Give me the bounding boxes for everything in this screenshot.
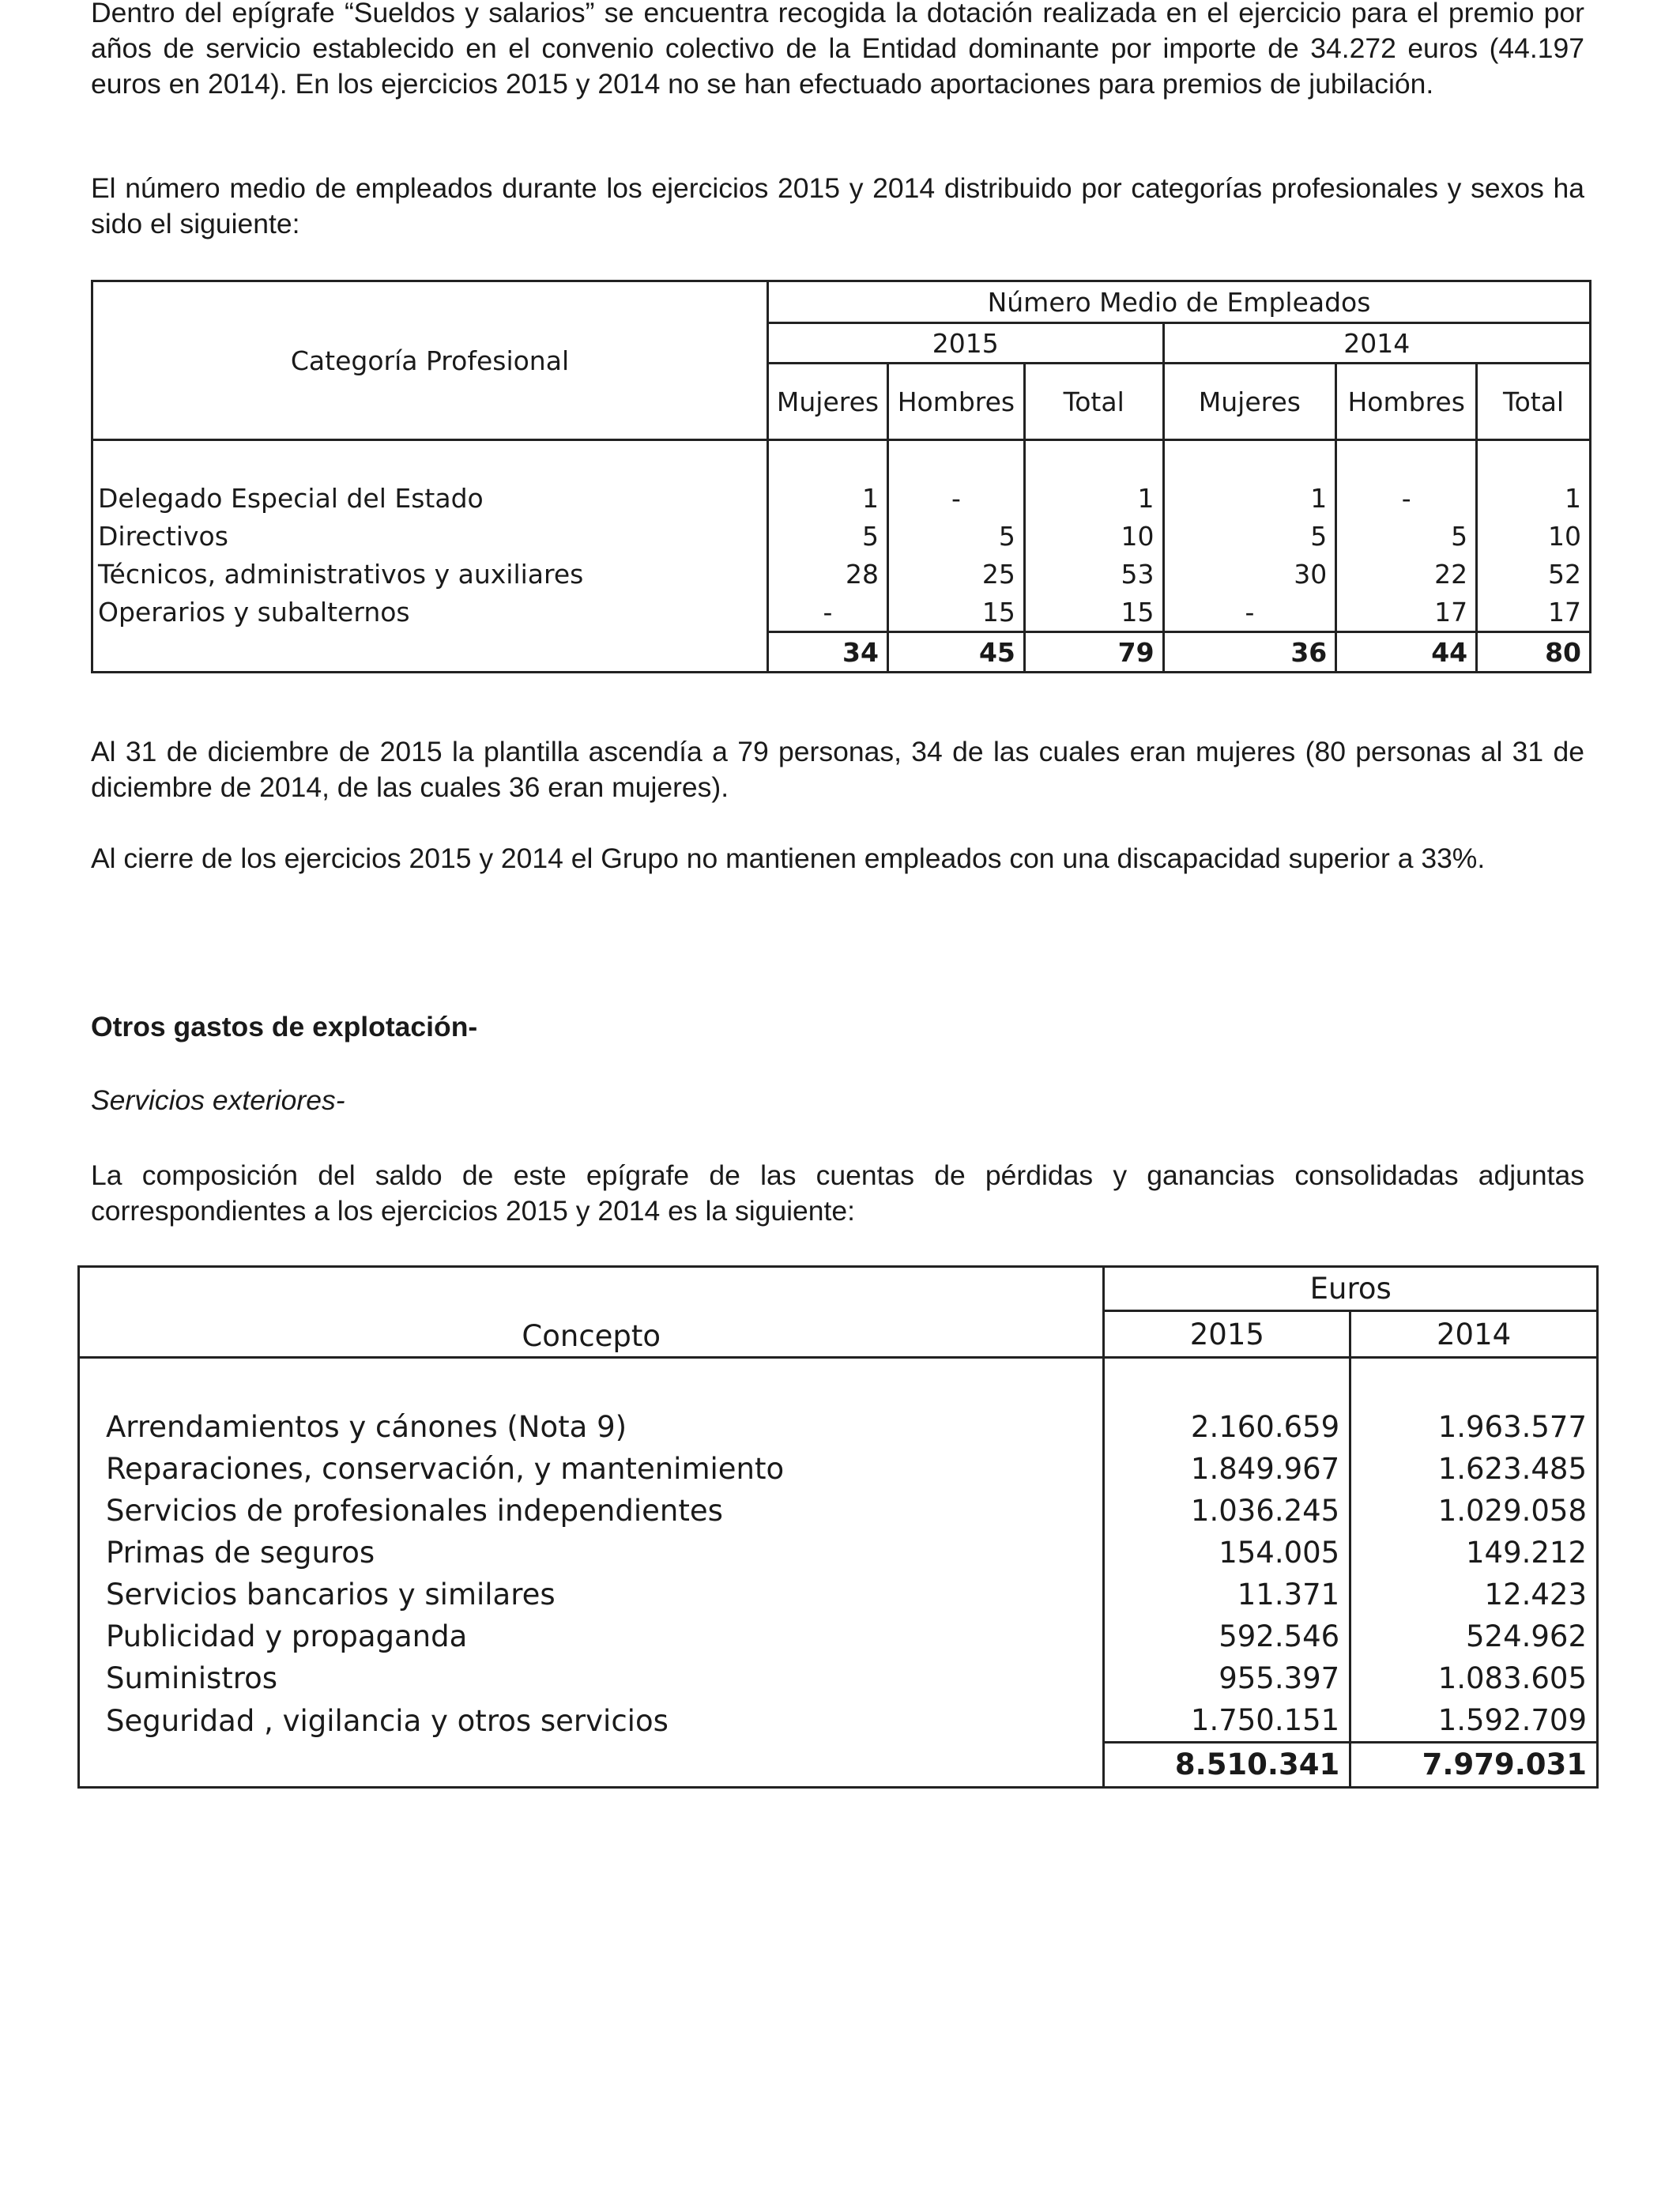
expenses-table — [77, 1265, 1599, 1789]
section-heading: Otros gastos de explotación- — [91, 1011, 478, 1042]
row-label: Suministros — [79, 1657, 1104, 1699]
cell-value: 28 — [768, 555, 888, 593]
cell-value: 12.423 — [1350, 1574, 1598, 1615]
table-row — [79, 1657, 1598, 1699]
row-label: Publicidad y propaganda — [79, 1615, 1104, 1657]
paragraph-composicion: La composición del saldo de este epígrafe de las cuentas de pérdidas y ganancias consolidadas adjuntas correspondientes a los ejercicios 2015 y 2014 es la siguiente: — [91, 1159, 1584, 1227]
row-label: Técnicos, administrativos y auxiliares — [92, 555, 768, 593]
total-value: 8.510.341 — [1104, 1743, 1350, 1788]
cell-value: 1.083.605 — [1350, 1657, 1598, 1699]
cell-value: 10 — [1477, 517, 1591, 555]
category-header: Categoría Profesional — [92, 281, 768, 440]
cell-value: 1.036.245 — [1104, 1490, 1350, 1532]
total-value: 36 — [1163, 632, 1336, 673]
year-header-2014: 2014 — [1163, 323, 1590, 364]
cell-value: 10 — [1024, 517, 1163, 555]
paragraph-discapacidad: Al cierre de los ejercicios 2015 y 2014 el Grupo no mantienen empleados con una discapacidad superior a 33%. — [91, 843, 1486, 874]
cell-value: 5 — [1336, 517, 1477, 555]
cell-value: - — [887, 479, 1024, 517]
cell-value: 17 — [1477, 593, 1591, 632]
cell-value: 52 — [1477, 555, 1591, 593]
cell-value: 15 — [1024, 593, 1163, 632]
cell-value: 149.212 — [1350, 1532, 1598, 1574]
cell-value: 1.963.577 — [1350, 1406, 1598, 1448]
row-label: Arrendamientos y cánones (Nota 9) — [79, 1406, 1104, 1448]
cell-value: 30 — [1163, 555, 1336, 593]
employees-table — [91, 280, 1591, 673]
cell-value: 1.750.151 — [1104, 1699, 1350, 1743]
cell-value: 1 — [1477, 479, 1591, 517]
cell-value: - — [768, 593, 888, 632]
cell-value: 11.371 — [1104, 1574, 1350, 1615]
row-label: Directivos — [92, 517, 768, 555]
table-row — [79, 1448, 1598, 1490]
sub-header: Hombres — [1336, 364, 1477, 440]
cell-value: 154.005 — [1104, 1532, 1350, 1574]
cell-value: 53 — [1024, 555, 1163, 593]
table-row — [79, 1574, 1598, 1615]
cell-value: 5 — [1163, 517, 1336, 555]
group-header: Número Medio de Empleados — [768, 281, 1591, 323]
total-value: 45 — [887, 632, 1024, 673]
cell-value: - — [1336, 479, 1477, 517]
table-row — [79, 1490, 1598, 1532]
cell-value: 1.849.967 — [1104, 1448, 1350, 1490]
totals-row — [92, 632, 1591, 673]
total-value: 80 — [1477, 632, 1591, 673]
year-header-2015: 2015 — [768, 323, 1164, 364]
table-row — [92, 479, 1591, 517]
row-label: Delegado Especial del Estado — [92, 479, 768, 517]
cell-value: 524.962 — [1350, 1615, 1598, 1657]
table-row — [92, 593, 1591, 632]
row-label: Seguridad , vigilancia y otros servicios — [79, 1699, 1104, 1743]
cell-value: 1 — [1163, 479, 1336, 517]
year-header-2014: 2014 — [1350, 1311, 1598, 1358]
cell-value: 15 — [887, 593, 1024, 632]
sub-header: Hombres — [887, 364, 1024, 440]
row-label: Reparaciones, conservación, y mantenimiento — [79, 1448, 1104, 1490]
cell-value: 1.592.709 — [1350, 1699, 1598, 1743]
cell-value: 955.397 — [1104, 1657, 1350, 1699]
row-label: Primas de seguros — [79, 1532, 1104, 1574]
total-value: 44 — [1336, 632, 1477, 673]
total-value: 34 — [768, 632, 888, 673]
totals-row — [79, 1743, 1598, 1788]
sub-header: Mujeres — [1163, 364, 1336, 440]
cell-value: 22 — [1336, 555, 1477, 593]
table-row — [79, 1406, 1598, 1448]
cell-value: 1.029.058 — [1350, 1490, 1598, 1532]
total-value: 79 — [1024, 632, 1163, 673]
cell-value: 1 — [1024, 479, 1163, 517]
section-subheading: Servicios exteriores- — [91, 1084, 345, 1116]
cell-value: 592.546 — [1104, 1615, 1350, 1657]
cell-value: 5 — [887, 517, 1024, 555]
cell-value: 5 — [768, 517, 888, 555]
table-row — [92, 555, 1591, 593]
paragraph-premio-servicio: Dentro del epígrafe “Sueldos y salarios” se encuentra recogida la dotación realizada en el ejercicio para el premio por años de servicio establecido en el convenio colectivo de la Entidad dominante por importe de 34.272 euros (44.197 euros en 2014). En los ejercicios 2015 y 2014 no se han efectuado aportaciones para premios de jubilación. — [91, 0, 1584, 100]
sub-header: Mujeres — [768, 364, 888, 440]
sub-header: Total — [1024, 364, 1163, 440]
cell-value: 2.160.659 — [1104, 1406, 1350, 1448]
cell-value: 17 — [1336, 593, 1477, 632]
total-value: 7.979.031 — [1350, 1743, 1598, 1788]
row-label: Servicios bancarios y similares — [79, 1574, 1104, 1615]
cell-value: 1.623.485 — [1350, 1448, 1598, 1490]
cell-value: - — [1163, 593, 1336, 632]
table-row — [79, 1615, 1598, 1657]
cell-value: 25 — [887, 555, 1024, 593]
paragraph-numero-medio: El número medio de empleados durante los ejercicios 2015 y 2014 distribuido por categorías profesionales y sexos ha sido el siguiente: — [91, 172, 1584, 239]
concept-header: Concepto — [79, 1267, 1104, 1358]
year-header-2015: 2015 — [1104, 1311, 1350, 1358]
table-row — [92, 517, 1591, 555]
sub-header: Total — [1477, 364, 1591, 440]
cell-value: 1 — [768, 479, 888, 517]
row-label: Servicios de profesionales independientes — [79, 1490, 1104, 1532]
table-row — [79, 1532, 1598, 1574]
euros-header: Euros — [1104, 1267, 1598, 1311]
row-label: Operarios y subalternos — [92, 593, 768, 632]
table-row — [79, 1699, 1598, 1743]
paragraph-plantilla: Al 31 de diciembre de 2015 la plantilla ascendía a 79 personas, 34 de las cuales eran mujeres (80 personas al 31 de diciembre de 2014, de las cuales 36 eran mujeres). — [91, 736, 1584, 803]
